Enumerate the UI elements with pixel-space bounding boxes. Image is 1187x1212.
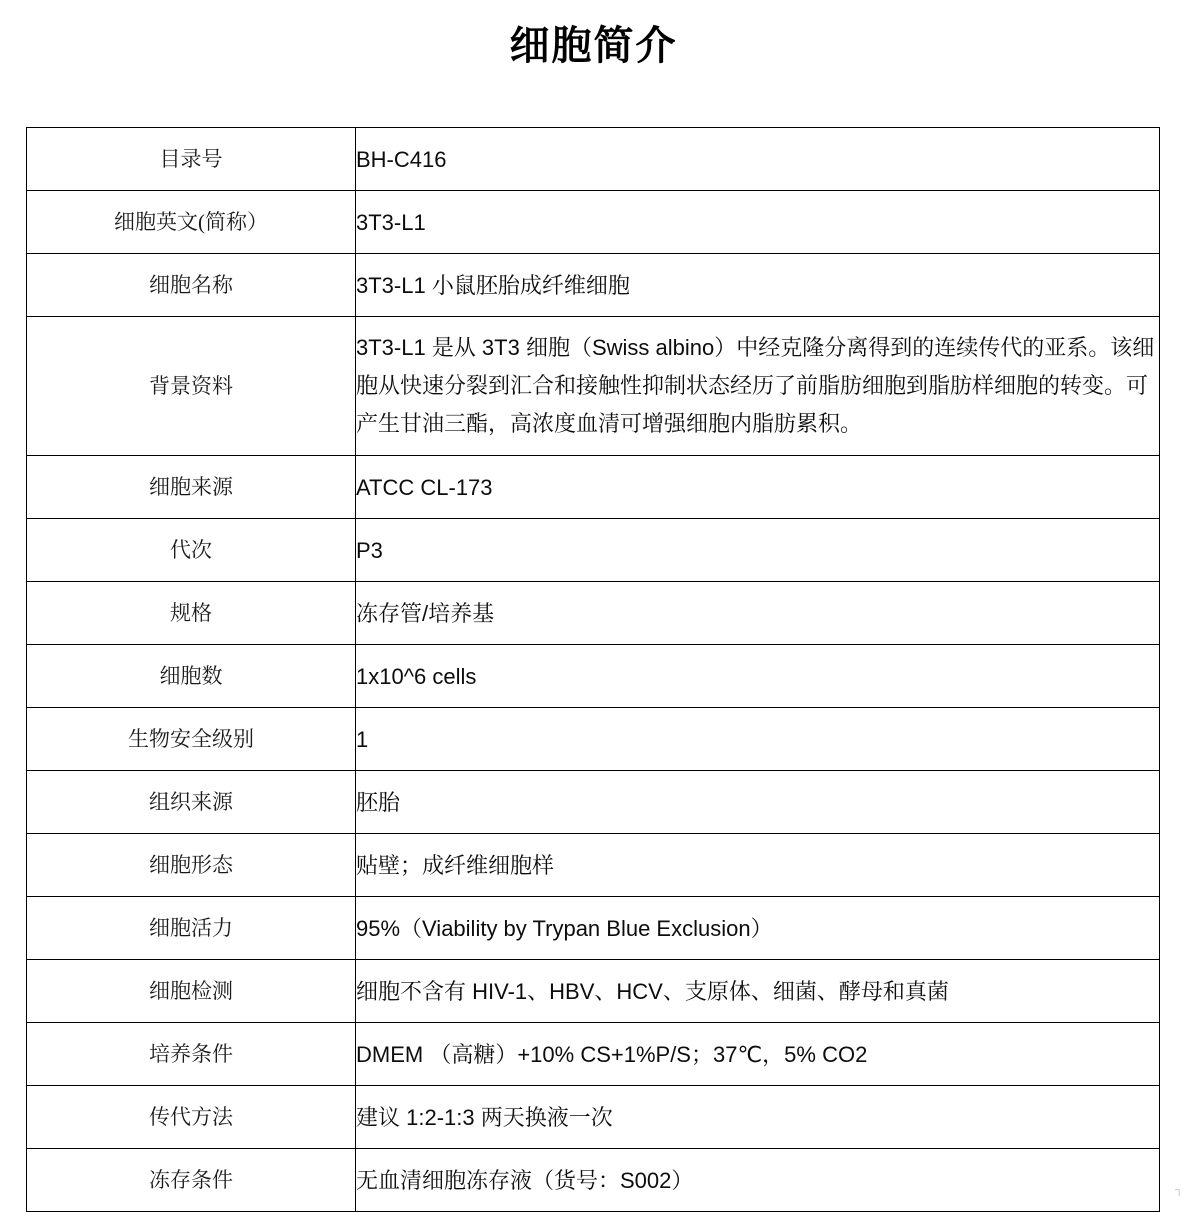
row-label: 目录号: [27, 128, 356, 191]
table-row: [27, 582, 1160, 645]
cell-info-table-body: [27, 128, 1160, 1212]
table-row: [27, 834, 1160, 897]
row-label: 细胞英文(简称）: [27, 191, 356, 254]
cell-info-table-wrapper: [26, 127, 1159, 1212]
row-label: 冻存条件: [27, 1149, 356, 1212]
table-row: [27, 645, 1160, 708]
row-label: 细胞检测: [27, 960, 356, 1023]
row-value: 3T3-L1 是从 3T3 细胞（Swiss albino）中经克隆分离得到的连续传代的亚系。该细胞从快速分裂到汇合和接触性抑制状态经历了前脂肪细胞到脂肪样细胞的转变。可产生甘油三酯，高浓度血清可增强细胞内脂肪累积。: [356, 317, 1160, 456]
row-label: 背景资料: [27, 317, 356, 456]
row-value: 1x10^6 cells: [356, 645, 1160, 708]
row-value: 贴壁；成纤维细胞样: [356, 834, 1160, 897]
table-row: [27, 456, 1160, 519]
row-value: P3: [356, 519, 1160, 582]
row-value: 细胞不含有 HIV-1、HBV、HCV、支原体、细菌、酵母和真菌: [356, 960, 1160, 1023]
row-value: ATCC CL-173: [356, 456, 1160, 519]
row-value: 95%（Viability by Trypan Blue Exclusion）: [356, 897, 1160, 960]
row-label: 生物安全级别: [27, 708, 356, 771]
row-value: 3T3-L1 小鼠胚胎成纤维细胞: [356, 254, 1160, 317]
row-value: 无血清细胞冻存液（货号：S002）: [356, 1149, 1160, 1212]
table-row: [27, 960, 1160, 1023]
table-row: [27, 1149, 1160, 1212]
row-label: 规格: [27, 582, 356, 645]
row-label: 组织来源: [27, 771, 356, 834]
row-label: 传代方法: [27, 1086, 356, 1149]
table-row: [27, 897, 1160, 960]
row-value: 冻存管/培养基: [356, 582, 1160, 645]
row-label: 细胞活力: [27, 897, 356, 960]
table-row: [27, 254, 1160, 317]
row-label: 细胞来源: [27, 456, 356, 519]
table-row: [27, 317, 1160, 456]
row-label: 细胞数: [27, 645, 356, 708]
table-row: [27, 1086, 1160, 1149]
row-label: 细胞形态: [27, 834, 356, 897]
row-value: BH-C416: [356, 128, 1160, 191]
row-value: 3T3-L1: [356, 191, 1160, 254]
row-value: 胚胎: [356, 771, 1160, 834]
table-row: [27, 771, 1160, 834]
page-title: 细胞简介: [509, 23, 678, 68]
row-value: 建议 1:2-1:3 两天换液一次: [356, 1086, 1160, 1149]
row-value: 1: [356, 708, 1160, 771]
cell-info-table: [26, 127, 1160, 1212]
row-label: 代次: [27, 519, 356, 582]
table-row: [27, 708, 1160, 771]
table-row: [27, 128, 1160, 191]
row-label: 细胞名称: [27, 254, 356, 317]
table-row: [27, 519, 1160, 582]
corner-mark: ┐: [1175, 1184, 1183, 1196]
row-label: 培养条件: [27, 1023, 356, 1086]
row-value: DMEM （高糖）+10% CS+1%P/S；37℃，5% CO2: [356, 1023, 1160, 1086]
table-row: [27, 191, 1160, 254]
table-row: [27, 1023, 1160, 1086]
